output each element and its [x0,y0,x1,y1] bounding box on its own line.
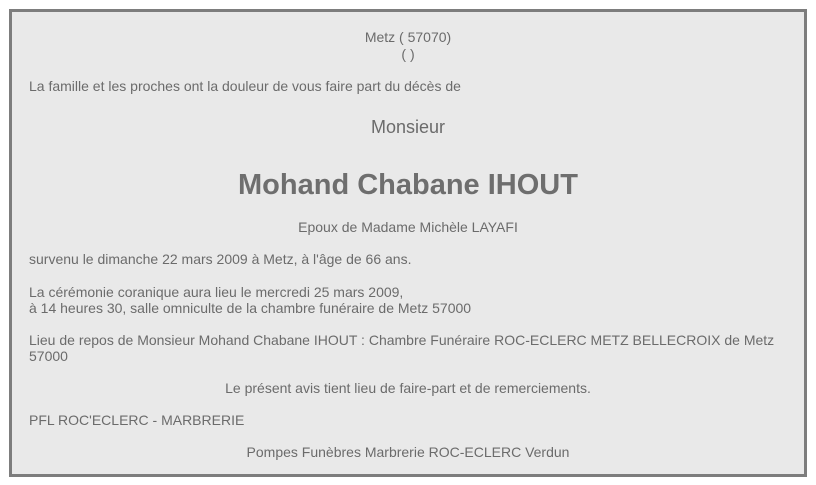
obituary-notice [9,9,807,477]
location-subtitle: ( ) [401,46,415,62]
ceremony-line-1: La cérémonie coranique aura lieu le mercredi 25 mars 2009, [29,284,404,300]
funeral-home: Pompes Funèbres Marbrerie ROC-ECLERC Verdun [246,444,570,460]
death-info: survenu le dimanche 22 mars 2009 à Metz, à l'âge de 66 ans. [29,251,412,267]
civility: Monsieur [370,117,446,137]
location: Metz ( 57070) [364,29,452,45]
spouse-info: Epoux de Madame Michèle LAYAFI [298,219,518,235]
ceremony-line-2: à 14 heures 30, salle omniculte de la chambre funéraire de Metz 57000 [29,300,472,316]
rest-place: Lieu de repos de Monsieur Mohand Chabane IHOUT : Chambre Funéraire ROC-ECLERC METZ BELLECROIX de Metz 57000 [29,332,775,364]
company-name: PFL ROC'ECLERC - MARBRERIE [29,412,245,428]
deceased-name: Mohand Chabane IHOUT [238,169,578,201]
intro-text: La famille et les proches ont la douleur de vous faire part du décès de [29,78,461,94]
thanks-text: Le présent avis tient lieu de faire-part et de remerciements. [225,380,591,396]
